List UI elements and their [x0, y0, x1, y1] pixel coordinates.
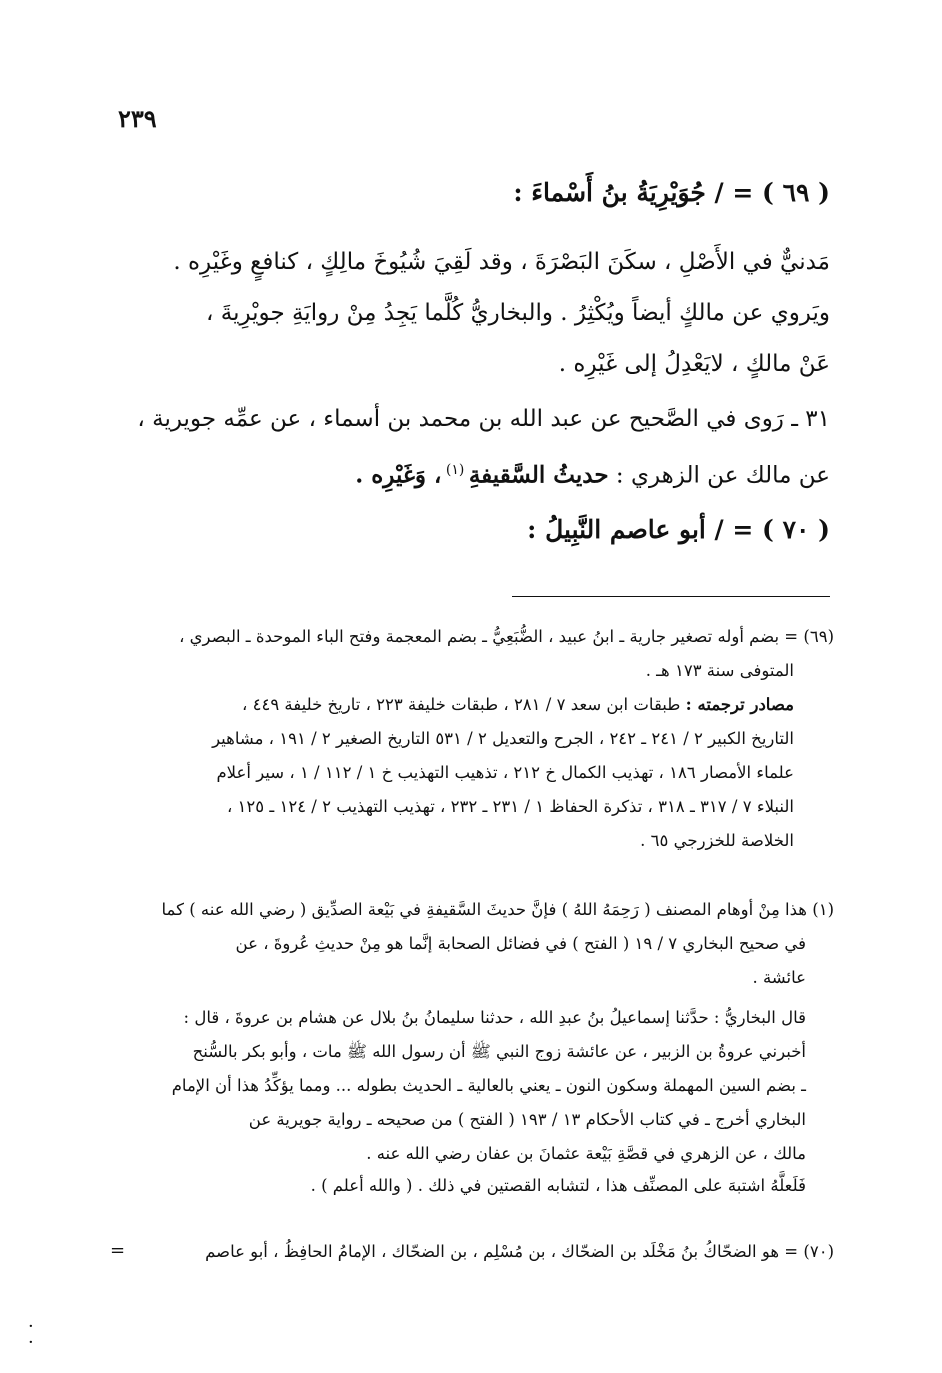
footnote-line: التاريخ الكبير ٢ / ٢٤١ ـ ٢٤٢ ، الجرح والتعديل ٢ / ٥٣١ التاريخ الصغير ٢ / ١٩١ ، مشاهير: [212, 729, 794, 748]
page-number: ٢٣٩: [118, 104, 157, 133]
hadith-title: حديثُ السَّقيفةِ: [468, 461, 609, 489]
margin-dot: ·: [28, 1332, 34, 1353]
entry-70-heading: ( ٧٠ ) = / أبو عاصم النَّبِيلُ :: [527, 515, 830, 544]
footnote-line: مالك ، عن الزهري في قصَّةِ بَيْعة عثمانَ بن عفان رضي الله عنه .: [366, 1144, 806, 1163]
footnote-70: (٧٠) = هو الضحّاكُ بنُ مَخْلَد بن الضحّاك ، بن مُسْلِم ، بن الضحّاك ، الإمامُ الحافِظُ ، أبو عاصم: [205, 1242, 834, 1261]
hadith-31-text-end: ، وَغَيْرِه .: [355, 461, 442, 489]
footnote-rule: [512, 596, 830, 597]
footnote-line: [134, 688, 834, 722]
footnote-line: فَلَعلَّهُ اشتبهَ على المصنِّف هذا ، لتشابه القصتين في ذلك . ( والله أعلم ) .: [310, 1176, 806, 1195]
hadith-31-text: عن مالك عن الزهري :: [608, 462, 830, 489]
entry-69-line: عَنْ مالكٍ ، لايَعْدِلُ إلى غَيْرِه .: [558, 351, 830, 377]
hadith-31-line: [118, 445, 830, 502]
footnote-line: المتوفى سنة ١٧٣ هـ .: [645, 661, 794, 680]
footnote-line: علماء الأمصار ١٨٦ ، تهذيب الكمال خ ٢١٢ ، تذهيب التهذيب خ ١ / ١١٢ / ١ ، سير أعلام: [216, 763, 794, 782]
footnote-line: في صحيح البخاري ٧ / ١٩ ( الفتح ) في فضائل الصحابة إنَّما هو مِنْ حديثِ عُروةَ ، عن: [235, 934, 806, 953]
margin-dot: ·: [28, 1316, 34, 1337]
footnote-line: ـ بضم السين المهملة وسكون النون ـ يعني بالعالية ـ الحديث بطوله ... ومما يؤكِّدُ هذا أن الإمام: [171, 1076, 806, 1095]
sources-text: طبقات ابن سعد ٧ / ٢٨١ ، طبقات خليفة ٢٢٣ ، تاريخ خليفة ٤٤٩ ،: [242, 695, 686, 714]
footnote-line: قال البخاريُّ : حدَّثنا إسماعيلُ بنُ عبدِ الله ، حدثنا سليمانُ بنُ بلال عن هشام بن عروةَ ، قال :: [183, 1008, 806, 1027]
footnote-line: الخلاصة للخزرجي ٦٥ .: [640, 831, 794, 850]
footnote-ref: (١): [441, 462, 469, 478]
footnote-1: [134, 893, 834, 1201]
footnote-69: [134, 620, 834, 858]
entry-69-heading: ( ٦٩ ) = / جُوَيْرِيَةُ بنُ أَسْماءَ :: [513, 178, 830, 207]
footnote-line: البخاري أخرج ـ في كتاب الأحكام ١٣ / ١٩٣ ( الفتح ) من صحيحه ـ رواية جويرية عن: [248, 1110, 806, 1129]
entry-69-body: [118, 237, 830, 390]
footnote-line: عائشة .: [752, 968, 806, 987]
hadith-31-line: ٣١ ـ رَوى في الصَّحيح عن عبد الله بن محمد بن أسماء ، عن عمِّه جويرية ،: [137, 406, 830, 432]
footnote-line: (٦٩) = بضم أوله تصغير جارية ـ ابنُ عبيد ، الضُّبَعِيُّ ـ بضم المعجمة وفتح الباء الموحدة ـ البصري ،: [179, 627, 834, 646]
entry-69-line: مَدنيٌّ في الأَصْلِ ، سكَنَ البَصْرَةَ ، وقد لَقِيَ شُيُوخَ مالِكٍ ، كنافعٍ وغَيْرِه .: [173, 249, 830, 275]
footnote-line: أخبرني عروةُ بن الزبير ، عن عائشة زوج النبي ﷺ أن رسول الله ﷺ مات ، وأبو بكر بالسُّنح: [192, 1042, 806, 1061]
footnote-line: (١) هذا مِنْ أوهام المصنف ( رَحِمَهُ اللهُ ) فإنَّ حديثَ السَّقيفةِ في بَيْعة الصدِّيق ( رضي الله عنه ) كما: [161, 900, 834, 919]
sources-label: مصادر ترجمته :: [685, 695, 794, 714]
footnote-line: النبلاء ٧ / ٣١٧ ـ ٣١٨ ، تذكرة الحفاظ ١ / ٢٣١ ـ ٢٣٢ ، تهذيب التهذيب ٢ / ١٢٤ ـ ١٢٥ ،: [226, 797, 794, 816]
continuation-mark: =: [110, 1240, 126, 1261]
entry-69-line: ويَروي عن مالكٍ أيضاً ويُكْثِرُ . والبخاريُّ كُلَّما يَجِدُ مِنْ روايَةِ جويْرِيةَ ،: [206, 300, 830, 326]
hadith-31: [118, 394, 830, 502]
